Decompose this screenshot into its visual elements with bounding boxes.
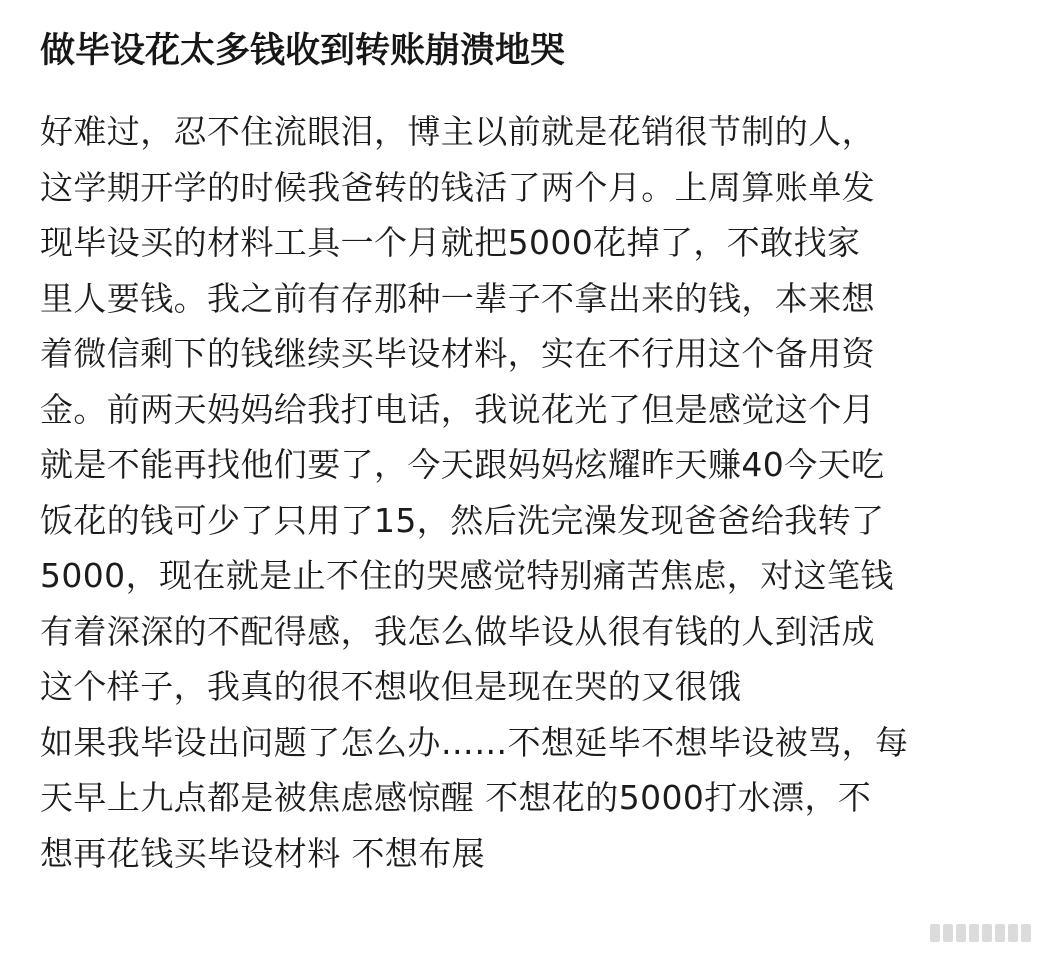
post-line: 就是不能再找他们要了，今天跟妈妈炫耀昨天赚40今天吃 <box>40 445 885 484</box>
watermark-logo <box>911 920 1031 946</box>
post-title: 做毕设花太多钱收到转账崩溃地哭 <box>40 31 566 71</box>
post-line: 天早上九点都是被焦虑感惊醒 不想花的5000打水漂，不 <box>40 778 872 817</box>
post-line: 有着深深的不配得感，我怎么做毕设从很有钱的人到活成 <box>40 611 875 651</box>
post-line: 这个样子，我真的很不想收但是现在哭的又很饿 <box>40 667 742 706</box>
post-line: 里人要钱。我之前有存那种一辈子不拿出来的钱，本来想 <box>40 278 875 318</box>
post-line: 金。前两天妈妈给我打电话，我说花光了但是感觉这个月 <box>40 389 875 429</box>
post-line: 饭花的钱可少了只用了15，然后洗完澡发现爸爸给我转了 <box>40 500 885 540</box>
post <box>40 0 1010 881</box>
post-line: 着微信剩下的钱继续买毕设材料，实在不行用这个备用资 <box>40 334 875 373</box>
post-line: 好难过，忍不住流眼泪，博主以前就是花销很节制的人， <box>40 112 875 151</box>
post-line: 这学期开学的时候我爸转的钱活了两个月。上周算账单发 <box>40 167 875 207</box>
post-line: 如果我毕设出问题了怎么办……不想延毕不想毕设被骂，每 <box>40 722 909 762</box>
post-line: 现毕设买的材料工具一个月就把5000花掉了，不敢找家 <box>40 223 861 262</box>
post-body <box>40 104 1010 881</box>
post-line: 想再花钱买毕设材料 不想布展 <box>40 833 486 873</box>
post-line: 5000，现在就是止不住的哭感觉特别痛苦焦虑，对这笔钱 <box>40 556 894 595</box>
